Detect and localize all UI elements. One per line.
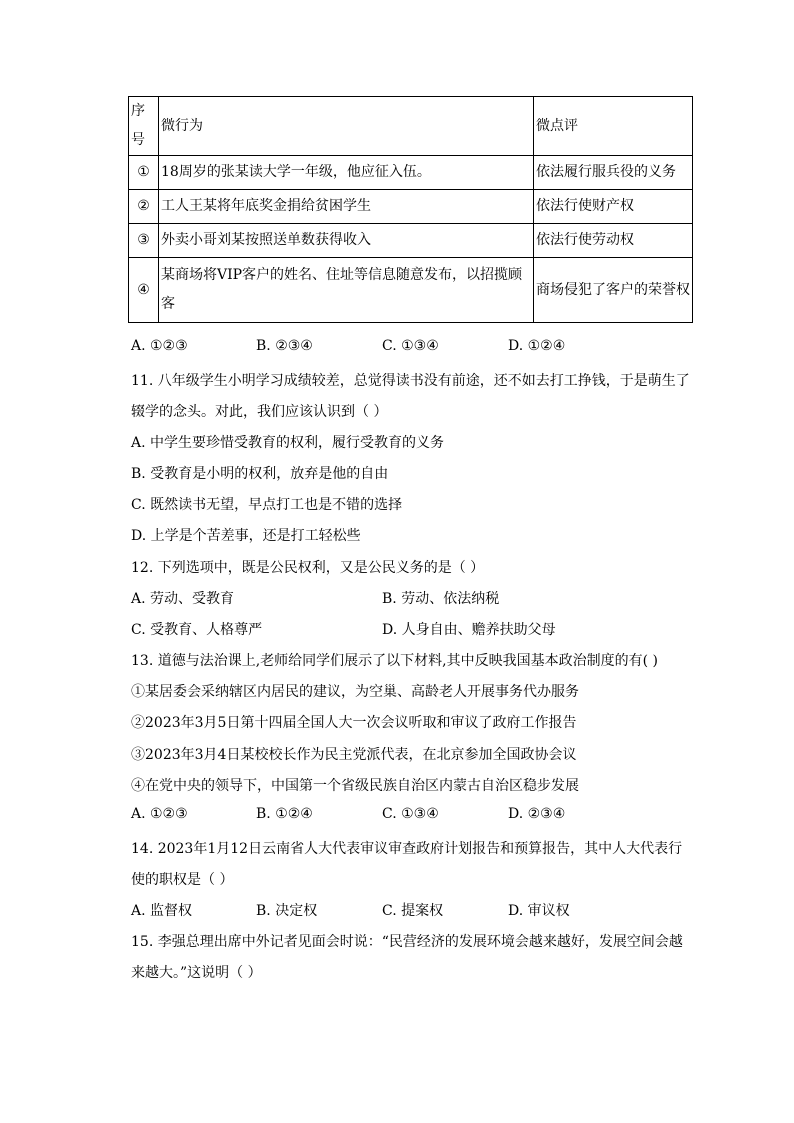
q11-option-d: D. 上学是个苦差事，还是打工轻松些 [131,528,361,544]
q14-option-b: B. 决定权 [256,903,318,919]
header-cell-comment: 微点评 [534,97,693,156]
q11-stem-line1: 11. 八年级学生小明学习成绩较差，总觉得读书没有前途，还不如去打工挣钱，于是萌生了 [131,373,690,389]
q12-option-d: D. 人身自由、赡养扶助父母 [382,622,556,638]
q14-stem-line2: 使的职权是（ ） [131,872,234,888]
row-behavior: 某商场将VIP客户的姓名、住址等信息随意发布，以招揽顾客 [159,258,534,323]
row-number: ② [129,190,159,224]
table-row [129,258,693,323]
row-number: ③ [129,224,159,258]
row-comment: 依法行使劳动权 [534,224,693,258]
q14-option-d: D. 审议权 [508,903,570,919]
header-cell-number: 序号 [129,97,159,156]
row-behavior: 工人王某将年底奖金捐给贫困学生 [159,190,534,224]
q10-option-a: A. ①②③ [131,338,188,354]
row-comment: 依法行使财产权 [534,190,693,224]
row-comment: 商场侵犯了客户的荣誉权 [534,258,693,323]
behavior-table [128,96,693,323]
row-number: ① [129,156,159,190]
row-behavior: 外卖小哥刘某按照送单数获得收入 [159,224,534,258]
q15-stem-line1: 15. 李强总理出席中外记者见面会时说：“民营经济的发展环境会越来越好，发展空间会越 [131,934,683,950]
row-behavior: 18周岁的张某读大学一年级，他应征入伍。 [159,156,534,190]
q13-item-4: ④在党中央的领导下，中国第一个省级民族自治区内蒙古自治区稳步发展 [131,778,579,794]
q12-stem: 12. 下列选项中，既是公民权利，又是公民义务的是（ ） [131,560,485,576]
q13-item-1: ①某居委会采纳辖区内居民的建议，为空巢、高龄老人开展事务代办服务 [131,684,579,700]
q14-option-c: C. 提案权 [382,903,444,919]
row-comment: 依法履行服兵役的义务 [534,156,693,190]
q11-option-c: C. 既然读书无望，早点打工也是不错的选择 [131,497,403,513]
table-row [129,224,693,258]
q10-option-b: B. ②③④ [256,338,313,354]
q13-option-a: A. ①②③ [131,806,188,822]
q14-option-a: A. 监督权 [131,903,193,919]
q10-option-d: D. ①②④ [508,338,566,354]
q13-option-d: D. ②③④ [508,806,566,822]
q13-stem: 13. 道德与法治课上,老师给同学们展示了以下材料,其中反映我国基本政治制度的有( ) [131,653,658,669]
q11-stem-line2: 辍学的念头。对此，我们应该认识到（ ） [131,404,388,420]
q11-option-a: A. 中学生要珍惜受教育的权利，履行受教育的义务 [131,435,445,451]
q14-stem-line1: 14. 2023年1月12日云南省人大代表审议审查政府计划报告和预算报告，其中人大代表行 [131,841,683,857]
q12-option-b: B. 劳动、依法纳税 [382,591,500,607]
q13-item-3: ③2023年3月4日某校校长作为民主党派代表，在北京参加全国政协会议 [131,747,577,763]
q11-option-b: B. 受教育是小明的权利，放弃是他的自由 [131,466,389,482]
q15-stem-line2: 来越大。”这说明（ ） [131,965,262,981]
header-cell-behavior: 微行为 [159,97,534,156]
q12-option-c: C. 受教育、人格尊严 [131,622,263,638]
q13-item-2: ②2023年3月5日第十四届全国人大一次会议听取和审议了政府工作报告 [131,715,577,731]
table-header-row [129,97,693,156]
table-row [129,190,693,224]
q13-option-b: B. ①②④ [256,806,313,822]
table-row [129,156,693,190]
row-number: ④ [129,258,159,323]
q12-option-a: A. 劳动、受教育 [131,591,235,607]
q10-option-c: C. ①③④ [382,338,439,354]
q13-option-c: C. ①③④ [382,806,439,822]
